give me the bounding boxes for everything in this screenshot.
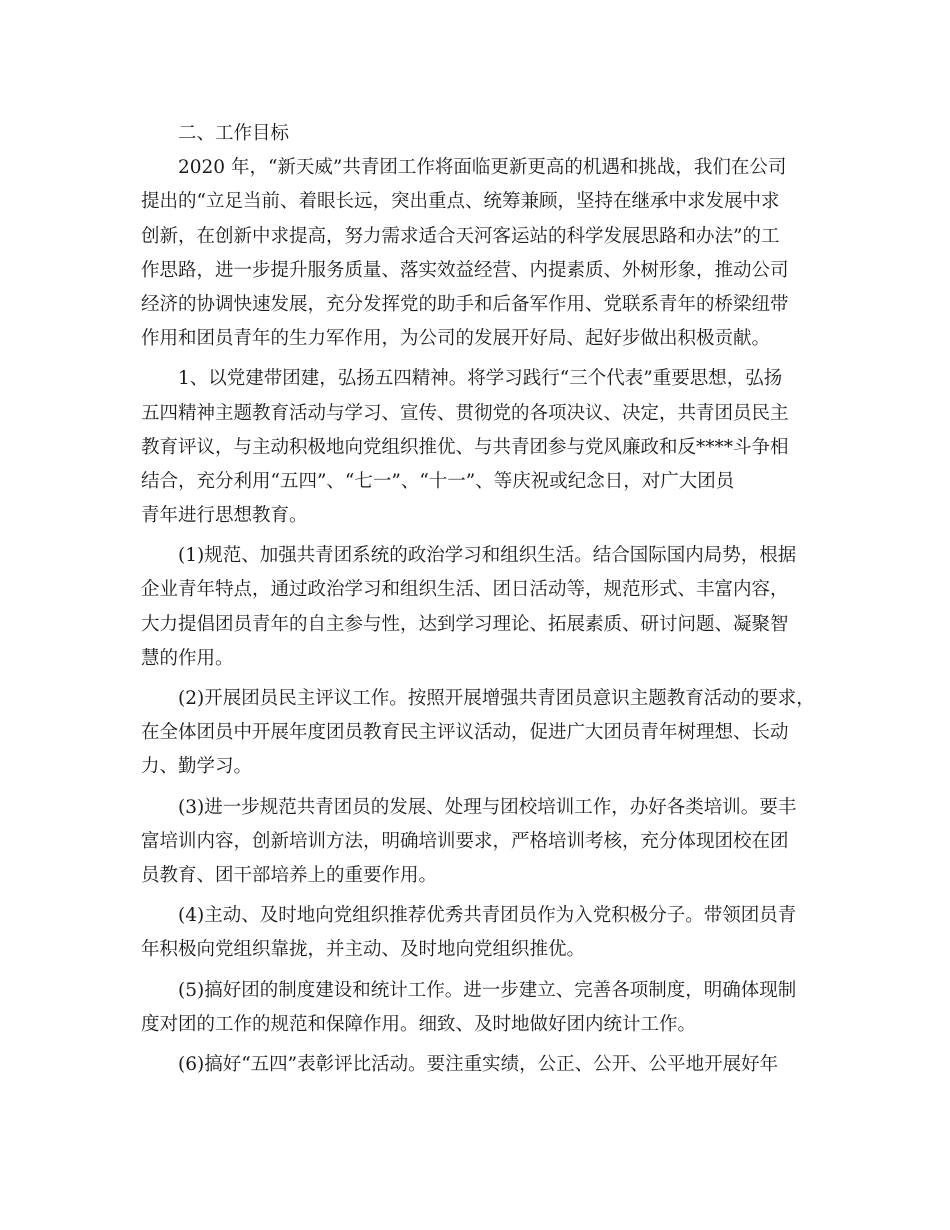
paragraph-line: 企业青年特点，通过政治学习和组织生活、团日活动等，规范形式、丰富内容， <box>141 579 789 601</box>
paragraph-line: 年积极向党组织靠拢，并主动、及时地向党组织推优。 <box>141 939 586 961</box>
paragraph-line: (6)搞好“五四”表彰评比活动。要注重实绩，公正、公开、公平地开展好年 <box>178 1053 779 1075</box>
paragraph-line: 慧的作用。 <box>141 647 234 669</box>
item-1-paragraph <box>141 362 801 533</box>
paragraph-line: 提出的“立足当前、着眼长远，突出重点、统筹兼顾，坚持在继承中求发展中求 <box>141 191 780 213</box>
sub-item-2-paragraph <box>141 682 815 785</box>
sub-item-3-paragraph <box>141 791 801 894</box>
paragraph-line: 创新，在创新中求提高，努力需求适合天河客运站的科学发展思路和办法”的工 <box>141 225 780 247</box>
paragraph-line: 富培训内容，创新培训方法，明确培训要求，严格培训考核，充分体现团校在团 <box>141 830 789 852</box>
paragraph-line: 教育评议，与主动积极地向党组织推优、与共青团参与党风廉政和反****斗争相 <box>141 436 789 458</box>
paragraph-line: 作用和团员青年的生力军作用，为公司的发展开好局、起好步做出积极贡献。 <box>141 328 771 350</box>
paragraph-line: (1)规范、加强共青团系统的政治学习和组织生活。结合国际国内局势，根据 <box>178 545 797 567</box>
paragraph-line: (5)搞好团的制度建设和统计工作。进一步建立、完善各项制度，明确体现制 <box>178 979 797 1001</box>
intro-paragraph <box>141 151 801 356</box>
paragraph-line: 1、以党建带团建，弘扬五四精神。将学习践行“三个代表”重要思想，弘扬 <box>178 368 783 390</box>
heading-work-goals <box>141 117 801 151</box>
paragraph-line: (2)开展团员民主评议工作。按照开展增强共青团员意识主题教育活动的要求， <box>178 688 815 709</box>
paragraph-line: 二、工作目标 <box>178 123 290 144</box>
paragraph-line: 大力提倡团员青年的自主参与性，达到学习理论、拓展素质、研讨问题、凝聚智 <box>141 613 789 635</box>
paragraph-line: 作思路，进一步提升服务质量、落实效益经营、内提素质、外树形象，推动公司 <box>141 259 789 281</box>
sub-item-4-paragraph <box>141 899 801 967</box>
paragraph-line: 在全体团员中开展年度团员教育民主评议活动，促进广大团员青年树理想、长动 <box>141 722 789 744</box>
paragraph-line: 青年进行思想教育。 <box>141 505 308 527</box>
paragraph-line: 经济的协调快速发展，充分发挥党的助手和后备军作用、党联系青年的桥梁纽带 <box>141 293 789 315</box>
paragraph-line: (4)主动、及时地向党组织推荐优秀共青团员作为入党积极分子。带领团员青 <box>178 905 797 927</box>
paragraph-line: 力、勤学习。 <box>141 756 253 778</box>
paragraph-line: 五四精神主题教育活动与学习、宣传、贯彻党的各项决议、决定，共青团员民主 <box>141 402 789 424</box>
paragraph-line: 结合，充分利用“五四”、“七一”、“十一”、等庆祝或纪念日，对广大团员 <box>141 470 735 492</box>
paragraph-line: 度对团的工作的规范和保障作用。细致、及时地做好团内统计工作。 <box>141 1013 697 1035</box>
sub-item-5-paragraph <box>141 974 801 1042</box>
sub-item-1-paragraph <box>141 539 801 676</box>
sub-item-6-paragraph <box>141 1048 801 1082</box>
document-body <box>141 117 815 1082</box>
paragraph-line: 员教育、团干部培养上的重要作用。 <box>141 864 438 886</box>
paragraph-line: (3)进一步规范共青团员的发展、处理与团校培训工作，办好各类培训。要丰 <box>178 796 797 818</box>
paragraph-line: 2020 年，“新天威”共青团工作将面临更新更高的机遇和挑战，我们在公司 <box>178 157 787 179</box>
